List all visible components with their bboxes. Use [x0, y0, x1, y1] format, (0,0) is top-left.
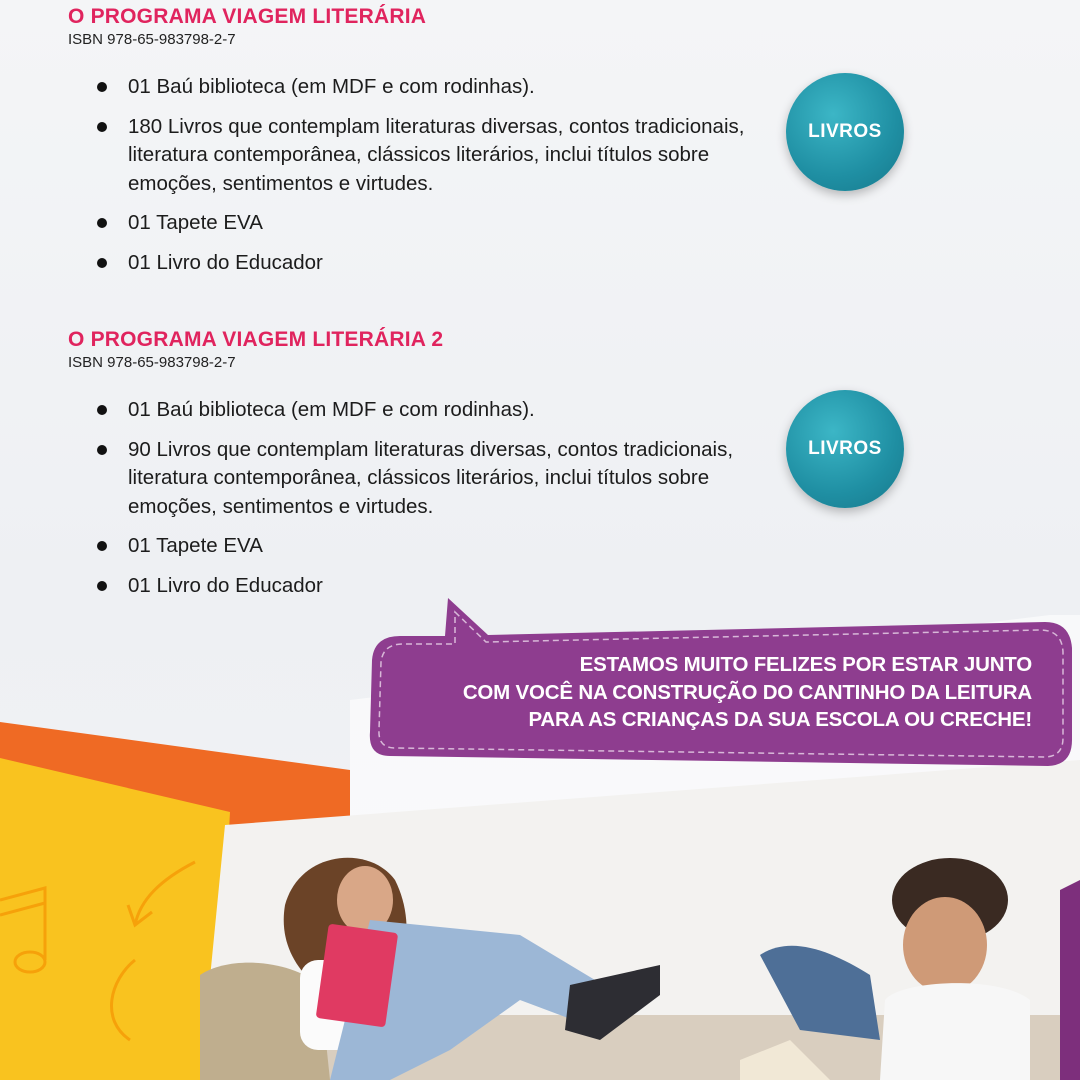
program-title: O PROGRAMA VIAGEM LITERÁRIA	[68, 5, 427, 28]
list-item: 90 Livros que contemplam literaturas diversas, contos tradicionais, literatura contemporânea, clássicos literários, inclui títulos sobre emoções, sentimentos e virtudes.	[128, 436, 748, 522]
livros-badge: LIVROS	[786, 73, 904, 191]
list-item: 01 Livro do Educador	[128, 249, 768, 278]
list-item: 01 Tapete EVA	[128, 209, 768, 238]
bubble-message	[380, 651, 1032, 734]
bubble-line: ESTAMOS MUITO FELIZES POR ESTAR JUNTO	[579, 653, 1032, 676]
isbn-text: ISBN 978-65-983798-2-7	[68, 31, 236, 48]
list-item: 01 Baú biblioteca (em MDF e com rodinhas).	[128, 73, 768, 102]
bubble-line: COM VOCÊ NA CONSTRUÇÃO DO CANTINHO DA LEITURA	[462, 680, 1032, 704]
yellow-shape	[0, 758, 230, 1080]
livros-badge: LIVROS	[786, 390, 904, 508]
program-title: O PROGRAMA VIAGEM LITERÁRIA 2	[68, 328, 444, 351]
list-item: 01 Tapete EVA	[128, 532, 768, 561]
list-item: 01 Baú biblioteca (em MDF e com rodinhas).	[128, 396, 768, 425]
list-item: 01 Livro do Educador	[128, 572, 768, 601]
list-item: 180 Livros que contemplam literaturas diversas, contos tradicionais, literatura contemporânea, clássicos literários, inclui títulos sobre emoções, sentimentos e virtudes.	[128, 113, 748, 199]
isbn-text: ISBN 978-65-983798-2-7	[68, 354, 236, 371]
bubble-line: PARA AS CRIANÇAS DA SUA ESCOLA OU CRECHE!	[528, 708, 1032, 731]
